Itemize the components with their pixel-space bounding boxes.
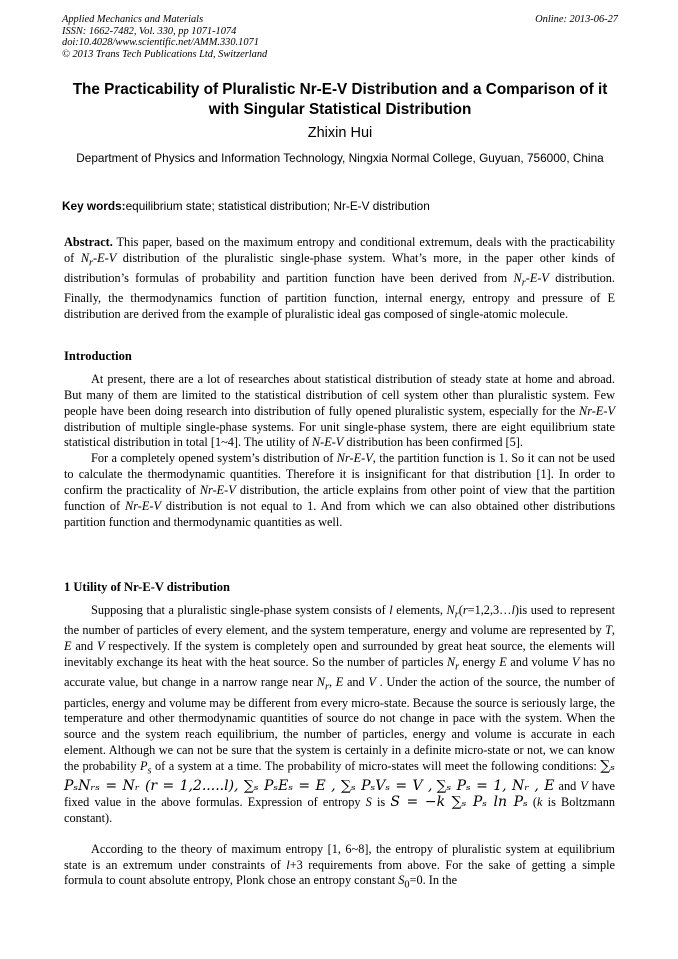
subscript: r (454, 609, 459, 621)
intro-paragraph-2 (64, 451, 615, 530)
text-run: is Boltzmann constant). (64, 795, 616, 825)
text-run: and volume (506, 654, 572, 669)
section-1-paragraph-2 (64, 842, 615, 894)
nrev-term (513, 271, 549, 289)
introduction-body (64, 372, 615, 530)
abstract-text: This paper, based on the maximum entropy and conditional extremum, deals with the practicability of (64, 235, 615, 265)
text-run: ( (527, 795, 538, 810)
italic-term: Nr-E-V (336, 451, 373, 466)
italic-symbol: r (462, 603, 468, 617)
journal-name: Applied Mechanics and Materials (62, 14, 204, 25)
constraint-formulas: ∑ₛ PₛNᵣₛ = Nᵣ (r = 1,2.....l), ∑ₛ PₛEₛ = E , ∑ₛ PₛVₛ = V , (64, 757, 615, 795)
entropy-formula: S = −k ∑ₛ Pₛ ln Pₛ (390, 794, 528, 811)
italic-symbol: V (368, 675, 376, 690)
text-run: . Under the action of the source, the number of particles, energy and volume may be different from every micro-state. Because the source is seriously large, the temperature and other thermodynamic quantities of source do not change in pace with the system. When the source and the system reach equilibrium, the number of particles, energy and volume is accurate in each element. Although we can not be sure that the system is certainly in a definite micro-state or not, we can know the probability (64, 675, 616, 773)
nrev-rest: -E-V (525, 271, 549, 286)
text-run: According to the theory of maximum entropy [1, 6~8], the entropy of pluralistic system at equilibrium state is an extremum under constraints of (64, 841, 615, 872)
nrev-n: N (513, 271, 522, 286)
text-run: )is used to represent the number of particles of every element, and the system temperature, energy and volume are represented by (64, 603, 616, 638)
italic-symbol: V (580, 779, 588, 794)
text-run: distribution is not equal to 1. And from which we can also obtained other distributions partition function and thermodynamic quantities as well. (64, 498, 616, 529)
text-run: and (554, 779, 581, 794)
keywords-label: Key words: (62, 199, 126, 213)
text-run: distribution has been confirmed [5]. (343, 435, 523, 450)
text-run: ( (458, 603, 463, 617)
italic-symbol: T (605, 623, 612, 638)
section-1-heading: 1 Utility of Nr-E-V distribution (64, 580, 230, 594)
text-run: distribution of multiple single-phase systems. For unit single-phase system, there are eight equilibrium state statistical distribution in total [1~4]. The utility of (64, 419, 615, 450)
text-run: and (71, 639, 97, 654)
abstract-text: distribution of the pluralistic single-phase system. What’s more, in the paper other kinds of distribution’s formulas of probability and partition function have been derived from (64, 250, 615, 286)
text-run: At present, there are a lot of researches about statistical distribution of steady state at home and abroad. But many of them are limited to the statistical distribution of cell system other than pluralistic system. Few people have been doing research into distribution of fully opened pluralistic system, especially for the (64, 372, 615, 418)
doi-line: doi:10.4028/www.scientific.net/AMM.330.1071 (62, 37, 259, 49)
text-run: is (371, 795, 386, 810)
text-run: distribution, the article explains from other point of view that the partition function of (64, 482, 615, 513)
italic-symbol: P (139, 758, 148, 773)
italic-term: N-E-V (311, 435, 344, 450)
abstract-paragraph (64, 235, 615, 323)
nrev-term (80, 250, 117, 269)
text-run: and (343, 675, 369, 690)
italic-symbol: S (365, 795, 372, 810)
text-run: has no accurate value, but change in a narrow range near (64, 654, 615, 690)
keywords-line (62, 199, 618, 214)
italic-symbol: E (64, 639, 72, 654)
subscript: r (324, 681, 329, 693)
italic-symbol: E (335, 675, 344, 690)
italic-symbol: k (537, 795, 543, 810)
italic-symbol: N (446, 654, 456, 669)
italic-term: Nr-E-V (125, 498, 161, 513)
copyright-line: © 2013 Trans Tech Publications Ltd, Switzerland (62, 48, 268, 60)
text-run: , the partition function is 1. So it can not be used to calculate the thermodynamic quantities. Therefore it is insignificant for that distribution [1]. In order to confirm the practicality of (64, 451, 615, 497)
author-affiliation: Department of Physics and Information Technology, Ningxia Normal College, Guyuan, 756000, China (76, 151, 604, 165)
subscript: r (455, 661, 460, 673)
text-run: energy (459, 654, 500, 669)
text-run: , (611, 623, 615, 638)
section-1-body (64, 603, 615, 894)
nrev-sub: r (89, 257, 94, 269)
text-run: of a system at a time. The probability of micro-states will meet the following conditions: (151, 758, 601, 773)
italic-term: Nr-E-V (579, 403, 615, 418)
italic-symbol: S (398, 873, 405, 888)
nrev-rest: -E-V (93, 250, 117, 265)
publication-header (62, 14, 618, 60)
keywords-text: equilibrium state; statistical distribution; Nr-E-V distribution (125, 199, 430, 213)
italic-symbol: l (511, 603, 515, 617)
text-run: elements, (392, 603, 447, 617)
subscript: 0 (404, 879, 410, 891)
italic-symbol: N (316, 675, 325, 690)
text-run: For a completely opened system’s distribution of (91, 451, 337, 466)
italic-symbol: E (499, 654, 507, 669)
text-run: have fixed value in the above formulas. Expression of entropy (64, 779, 616, 810)
italic-symbol: V (571, 654, 580, 669)
italic-symbol: N (446, 603, 455, 617)
text-run: Supposing that a pluralistic single-phase system consists of (91, 603, 390, 617)
online-date: Online: 2013-06-27 (535, 14, 618, 25)
normalization-formula: ∑ₛ Pₛ = 1, Nᵣ , E (436, 778, 555, 795)
introduction-heading: Introduction (64, 349, 132, 363)
nrev-n: N (80, 250, 90, 265)
text-run: , (328, 675, 336, 690)
subscript: s (147, 765, 152, 777)
italic-symbol: l (389, 603, 393, 617)
text-run: +3 requirements from above. For the sake of getting a simple formula to count absolute entropy, Plonk chose an entropy constant (64, 857, 615, 888)
italic-symbol: V (96, 639, 105, 654)
text-run: =0. In the (409, 873, 458, 888)
section-1-paragraph-1 (64, 603, 615, 827)
nrev-sub: r (521, 277, 526, 289)
text-run: respectively. If the system is completely open and surrounded by great heat source, the elements will inevitably exchange its heat with the heat source. So the number of particles (64, 639, 615, 669)
italic-term: Nr-E-V (199, 482, 236, 497)
paper-title: The Practicability of Pluralistic Nr-E-V Distribution and a Comparison of it with Singular Statistical Distribution (72, 81, 608, 118)
intro-paragraph-1 (64, 372, 615, 451)
italic-symbol: l (286, 857, 290, 872)
issn-line: ISSN: 1662-7482, Vol. 330, pp 1071-1074 (62, 25, 237, 37)
abstract-label: Abstract. (64, 235, 113, 249)
abstract-text: distribution. Finally, the thermodynamics function of partition function, internal energy, entropy and pressure of E distribution are derived from the example of pluralistic ideal gas composed of single-atomic molecule. (64, 271, 615, 322)
text-run: =1,2,3… (467, 603, 512, 617)
author-name: Zhixin Hui (307, 125, 373, 141)
